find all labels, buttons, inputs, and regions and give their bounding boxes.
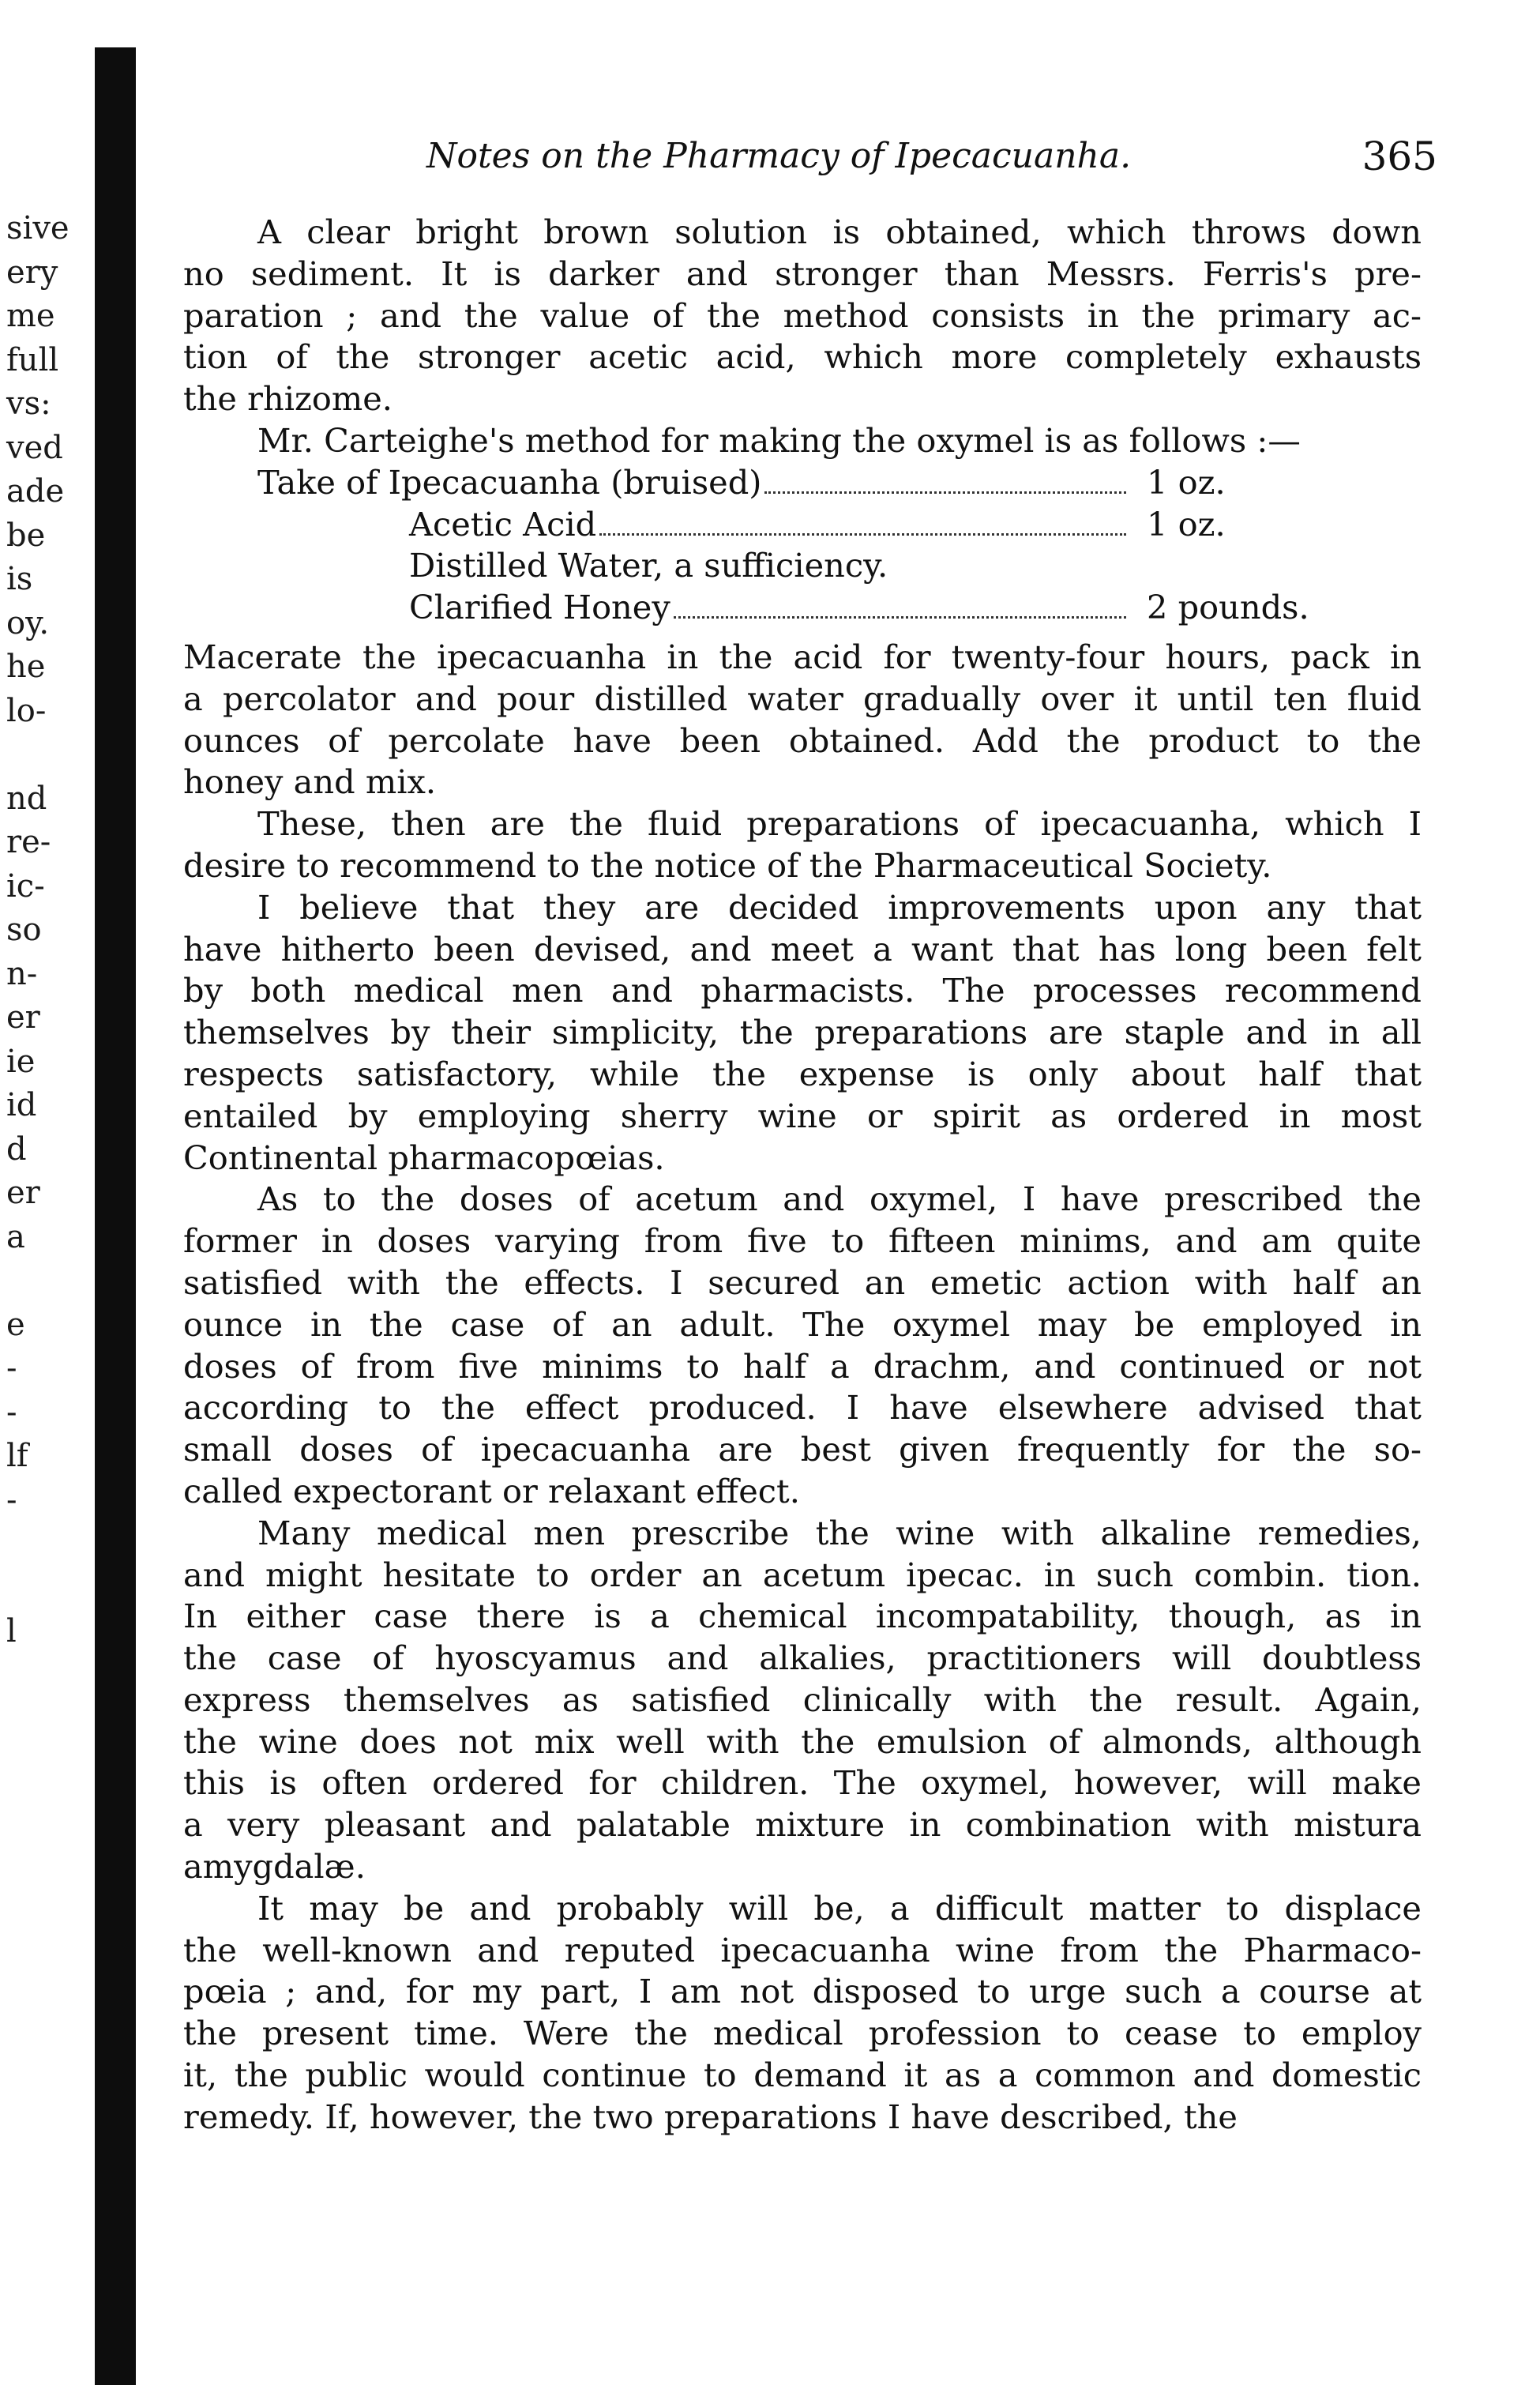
margin-fragment: - xyxy=(6,1350,17,1386)
text-line: no sediment. It is darker and stronger than Messrs. Ferris's pre- xyxy=(183,254,1422,293)
margin-fragment: d xyxy=(6,1130,27,1168)
text-line: ounces of percolate have been obtained. Add the product to the xyxy=(183,720,1422,760)
margin-fragment: full xyxy=(6,341,59,378)
leader-dots xyxy=(764,491,1126,494)
text-line: As to the doses of acetum and oxymel, I have prescribed the xyxy=(257,1179,1422,1219)
text-line: it, the public would continue to demand it as a common and domestic xyxy=(183,2056,1422,2095)
text-line: and might hesitate to order an acetum ipecac. in such combin. tion. xyxy=(183,1555,1422,1594)
text-line: I believe that they are decided improvements upon any that xyxy=(257,887,1422,927)
paragraph xyxy=(183,803,1422,887)
running-title: Notes on the Pharmacy of Ipecacuanha. xyxy=(426,136,1132,176)
page-spine-shadow xyxy=(95,47,136,2385)
margin-fragment: he xyxy=(6,649,46,685)
paragraph xyxy=(183,420,1422,462)
text-line: Many medical men prescribe the wine with alkaline remedies, xyxy=(257,1513,1422,1552)
margin-fragment: l xyxy=(6,1613,17,1650)
margin-fragment xyxy=(6,733,93,777)
paragraph xyxy=(183,1179,1422,1512)
margin-fragment: nd xyxy=(6,780,47,817)
text-line: the wine does not mix well with the emulsion of almonds, although xyxy=(183,1721,1422,1761)
margin-fragment: lf xyxy=(6,1438,28,1474)
paragraphs-after-recipe xyxy=(183,637,1422,2139)
text-line: amygdalæ. xyxy=(183,1847,366,1887)
margin-fragment xyxy=(6,1522,93,1567)
margin-fragment: vs: xyxy=(6,386,51,422)
text-line: ounce in the case of an adult. The oxymel may be employed in xyxy=(183,1304,1422,1344)
margin-fragment: er xyxy=(6,1175,40,1211)
margin-fragment: n- xyxy=(6,955,38,992)
recipe-quantity: 1 oz. xyxy=(1147,504,1226,544)
margin-fragment: lo- xyxy=(6,692,47,729)
margin-fragment: a xyxy=(6,1218,25,1255)
margin-fragment: ic- xyxy=(6,867,45,905)
paragraph xyxy=(183,637,1422,803)
paragraph xyxy=(183,1513,1422,1888)
text-line: satisfied with the effects. I secured an emetic action with half an xyxy=(183,1262,1422,1302)
leader-dots xyxy=(599,533,1126,536)
recipe-item xyxy=(183,545,1422,587)
page-number: 365 xyxy=(1362,134,1437,179)
recipe-list xyxy=(183,462,1422,629)
margin-fragment: - xyxy=(6,1394,17,1431)
text-line: by both medical men and pharmacists. The processes recommend xyxy=(183,971,1422,1010)
margin-fragment: oy. xyxy=(6,604,50,641)
text-line: the rhizome. xyxy=(183,379,393,419)
text-line: Mr. Carteighe's method for making the oxymel is as follows :— xyxy=(257,420,1301,460)
text-line: a percolator and pour distilled water gradually over it until ten fluid xyxy=(183,679,1422,718)
text-line: It may be and probably will be, a difficult matter to displace xyxy=(257,1888,1422,1928)
text-line: desire to recommend to the notice of the Pharmaceutical Society. xyxy=(183,845,1272,885)
text-line: honey and mix. xyxy=(183,762,437,802)
text-line: the case of hyoscyamus and alkalies, practitioners will doubtless xyxy=(183,1638,1422,1678)
margin-fragment: ade xyxy=(6,473,65,510)
margin-fragment xyxy=(6,1259,93,1303)
text-line: express themselves as satisfied clinically with the result. Again, xyxy=(183,1680,1422,1719)
text-line: pœia ; and, for my part, I am not disposed to urge such a course at xyxy=(183,1972,1422,2011)
text-line: themselves by their simplicity, the preparations are staple and in all xyxy=(183,1013,1422,1052)
text-line: remedy. If, however, the two preparations I have described, the xyxy=(183,2097,1238,2136)
text-line: a very pleasant and palatable mixture in combination with mistura xyxy=(183,1805,1422,1845)
text-line: Continental pharmacopœias. xyxy=(183,1138,665,1177)
margin-fragment: ie xyxy=(6,1043,36,1080)
text-line: In either case there is a chemical incompatability, though, as in xyxy=(183,1597,1422,1636)
recipe-item xyxy=(183,587,1422,629)
text-line: doses of from five minims to half a drachm, and continued or not xyxy=(183,1346,1422,1386)
text-line: paration ; and the value of the method consists in the primary ac- xyxy=(183,295,1422,335)
margin-fragment: - xyxy=(6,1481,17,1518)
recipe-ingredient: Acetic Acid xyxy=(409,504,1131,546)
margin-fragment: ery xyxy=(6,254,58,291)
recipe-item xyxy=(183,504,1422,546)
margin-fragment: er xyxy=(6,999,40,1036)
facing-page-fragments xyxy=(6,207,93,1654)
margin-fragment: re- xyxy=(6,824,51,860)
recipe-quantity: 1 oz. xyxy=(1147,462,1226,502)
margin-fragment: me xyxy=(6,298,55,334)
text-line: have hitherto been devised, and meet a want that has long been felt xyxy=(183,929,1422,969)
paragraph xyxy=(183,212,1422,420)
text-line: the present time. Were the medical profession to cease to employ xyxy=(183,2014,1422,2053)
margin-fragment xyxy=(6,1567,93,1611)
text-line: called expectorant or relaxant effect. xyxy=(183,1471,800,1510)
paragraphs-before-recipe xyxy=(183,212,1422,462)
margin-fragment: is xyxy=(6,561,33,597)
margin-fragment: ved xyxy=(6,429,63,466)
text-line: respects satisfactory, while the expense is only about half that xyxy=(183,1054,1422,1093)
text-line: A clear bright brown solution is obtained, which throws down xyxy=(257,213,1422,251)
recipe-ingredient: Take of Ipecacuanha (bruised) xyxy=(257,462,1131,504)
margin-fragment: be xyxy=(6,517,46,554)
margin-fragment: e xyxy=(6,1306,25,1343)
text-line: These, then are the fluid preparations of ipecacuanha, which I xyxy=(257,804,1422,844)
text-line: Macerate the ipecacuanha in the acid for twenty-four hours, pack in xyxy=(183,637,1422,676)
paragraph xyxy=(183,887,1422,1179)
text-line: the well-known and reputed ipecacuanha wine from the Pharmaco- xyxy=(183,1930,1422,1969)
margin-fragment: so xyxy=(6,912,42,948)
text-line: entailed by employing sherry wine or spirit as ordered in most xyxy=(183,1096,1422,1135)
text-line: tion of the stronger acetic acid, which more completely exhausts xyxy=(183,337,1422,377)
margin-fragment: sive xyxy=(6,210,69,246)
recipe-item xyxy=(183,462,1422,504)
paragraph xyxy=(183,1888,1422,2139)
recipe-ingredient: Distilled Water, a sufficiency. xyxy=(409,546,888,585)
margin-fragment: id xyxy=(6,1087,37,1123)
leader-dots xyxy=(674,616,1126,619)
text-line: according to the effect produced. I have elsewhere advised that xyxy=(183,1388,1422,1428)
text-line: former in doses varying from five to fifteen minims, and am quite xyxy=(183,1221,1422,1261)
recipe-ingredient: Clarified Honey xyxy=(409,587,1131,629)
recipe-quantity: 2 pounds. xyxy=(1147,588,1309,627)
text-line: this is often ordered for children. The oxymel, however, will make xyxy=(183,1763,1422,1803)
body-text xyxy=(183,212,1422,2139)
running-header xyxy=(426,133,1437,188)
text-line: small doses of ipecacuanha are best given frequently for the so- xyxy=(183,1430,1422,1469)
